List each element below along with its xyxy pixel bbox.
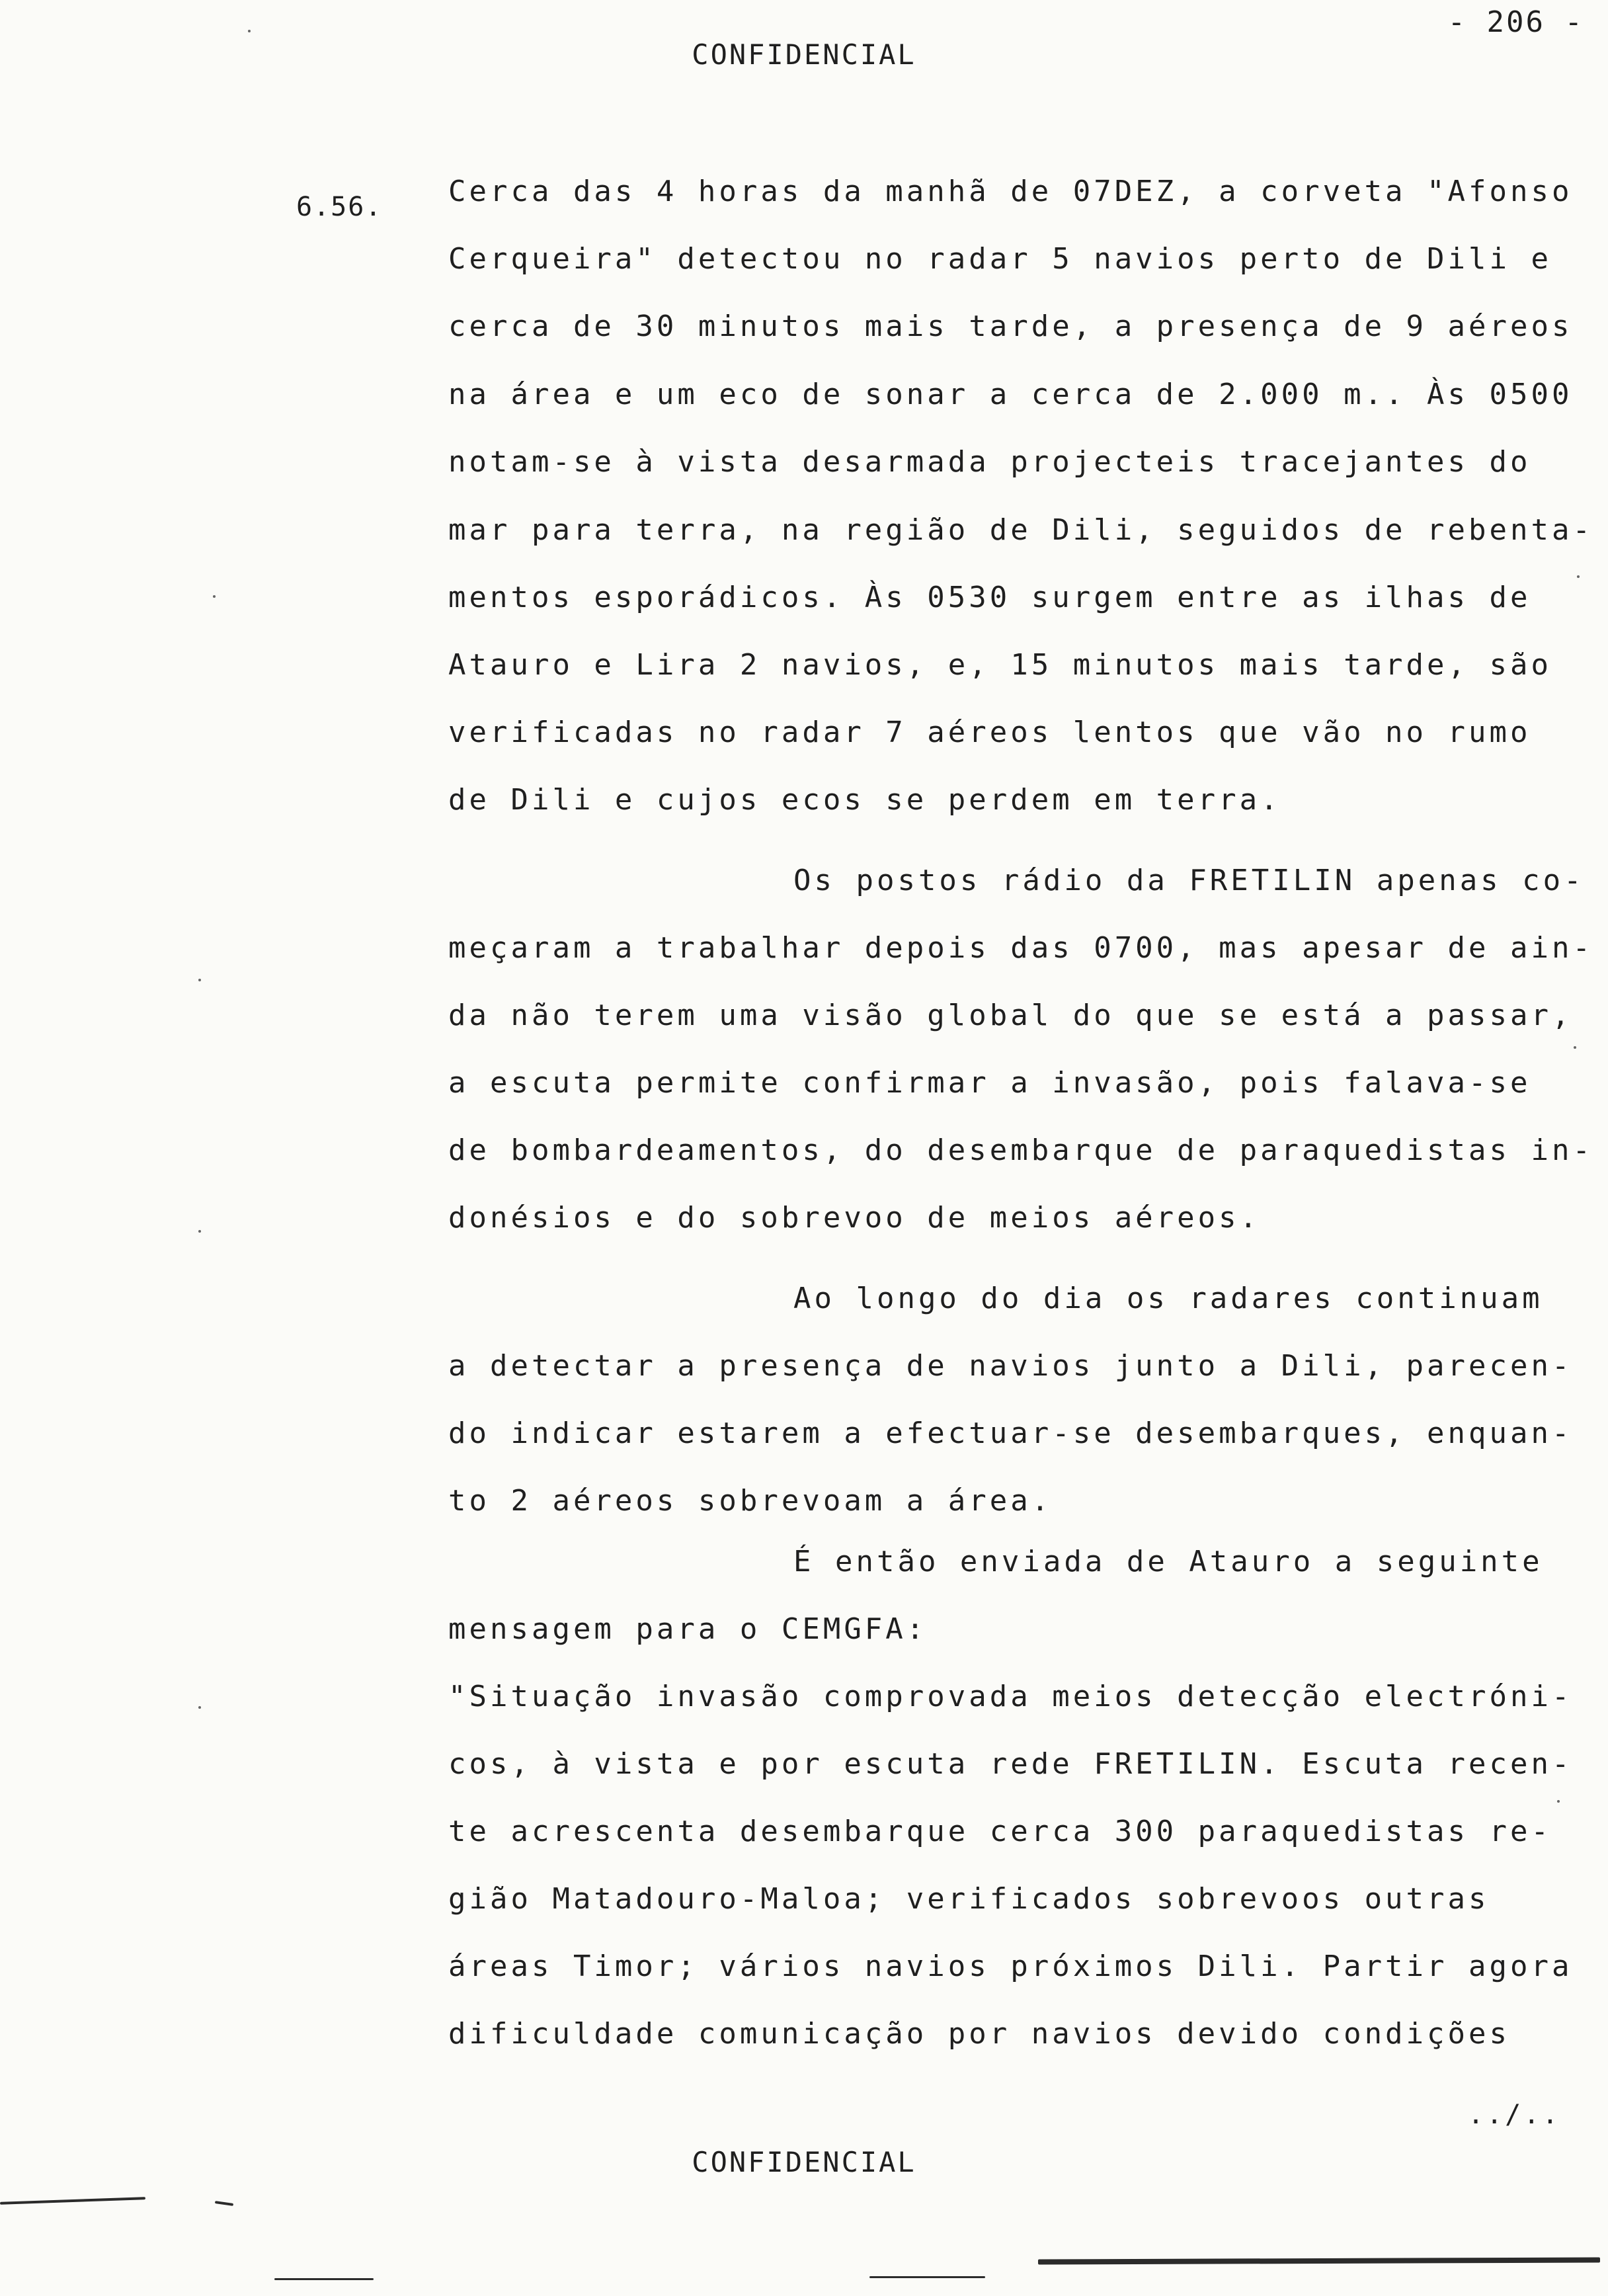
body-line: Cerqueira" detectou no radar 5 navios perto de Dili e (448, 242, 1552, 276)
body-line: a detectar a presença de navios junto a Dili, parecen- (448, 1349, 1573, 1383)
body-line: notam-se à vista desarmada projecteis tracejantes do (448, 445, 1531, 479)
scan-dot (1557, 1800, 1560, 1803)
body-line: a escuta permite confirmar a invasão, pois falava-se (448, 1066, 1531, 1100)
footer-classification: CONFIDENCIAL (692, 2146, 916, 2178)
body-line: do indicar estarem a efectuar-se desembarques, enquan- (448, 1416, 1573, 1450)
scan-dot (198, 979, 201, 981)
paragraph-number: 6.56. (296, 192, 383, 222)
scan-mark-left (0, 2197, 145, 2205)
scan-dot (1574, 1046, 1576, 1049)
body-line: donésios e do sobrevoo de meios aéreos. (448, 1201, 1261, 1235)
body-line: É então enviada de Atauro a seguinte (793, 1545, 1543, 1578)
body-line: de bombardeamentos, do desembarque de paraquedistas in- (448, 1133, 1593, 1167)
body-line: meçaram a trabalhar depois das 0700, mas apesar de ain- (448, 931, 1593, 965)
continuation-mark: ../.. (1468, 2100, 1561, 2130)
body-line: cerca de 30 minutos mais tarde, a presença de 9 aéreos (448, 309, 1573, 343)
body-line: Ao longo do dia os radares continuam (793, 1282, 1543, 1315)
scan-dot (213, 595, 216, 598)
scan-mark-bottom-left (274, 2278, 374, 2280)
body-line: mensagem para o CEMGFA: (448, 1612, 928, 1646)
body-line: verificadas no radar 7 aéreos lentos que vão no rumo (448, 716, 1531, 749)
scan-mark-bottom-right (1038, 2258, 1600, 2265)
body-line: mentos esporádicos. Às 0530 surgem entre as ilhas de (448, 581, 1531, 614)
scan-dot (248, 30, 251, 32)
body-line: áreas Timor; vários navios próximos Dili. Partir agora (448, 1949, 1573, 1983)
body-line: to 2 aéreos sobrevoam a área. (448, 1484, 1053, 1518)
page-number: - 206 - (1447, 5, 1584, 39)
body-line: te acrescenta desembarque cerca 300 paraquedistas re- (448, 1815, 1552, 1848)
body-line: gião Matadouro-Maloa; verificados sobrevoos outras (448, 1882, 1490, 1916)
body-line: cos, à vista e por escuta rede FRETILIN. Escuta recen- (448, 1747, 1573, 1781)
body-line: "Situação invasão comprovada meios detecção electróni- (448, 1680, 1573, 1713)
scan-dot (198, 1706, 201, 1709)
body-line: da não terem uma visão global do que se está a passar, (448, 999, 1573, 1032)
body-line: Atauro e Lira 2 navios, e, 15 minutos mais tarde, são (448, 648, 1552, 682)
body-line: na área e um eco de sonar a cerca de 2.000 m.. Às 0500 (448, 378, 1573, 411)
header-classification: CONFIDENCIAL (692, 38, 916, 71)
scan-dot (1577, 575, 1580, 578)
scan-dot (198, 1230, 201, 1233)
body-line: dificuldade comunicação por navios devido condições (448, 2017, 1511, 2051)
body-line: de Dili e cujos ecos se perdem em terra. (448, 783, 1281, 817)
scan-mark-bottom-center (869, 2276, 985, 2278)
body-line: mar para terra, na região de Dili, seguidos de rebenta- (448, 513, 1593, 547)
body-line: Os postos rádio da FRETILIN apenas co- (793, 864, 1585, 897)
scan-mark-left-small (215, 2201, 233, 2206)
body-line: Cerca das 4 horas da manhã de 07DEZ, a corveta "Afonso (448, 175, 1573, 208)
